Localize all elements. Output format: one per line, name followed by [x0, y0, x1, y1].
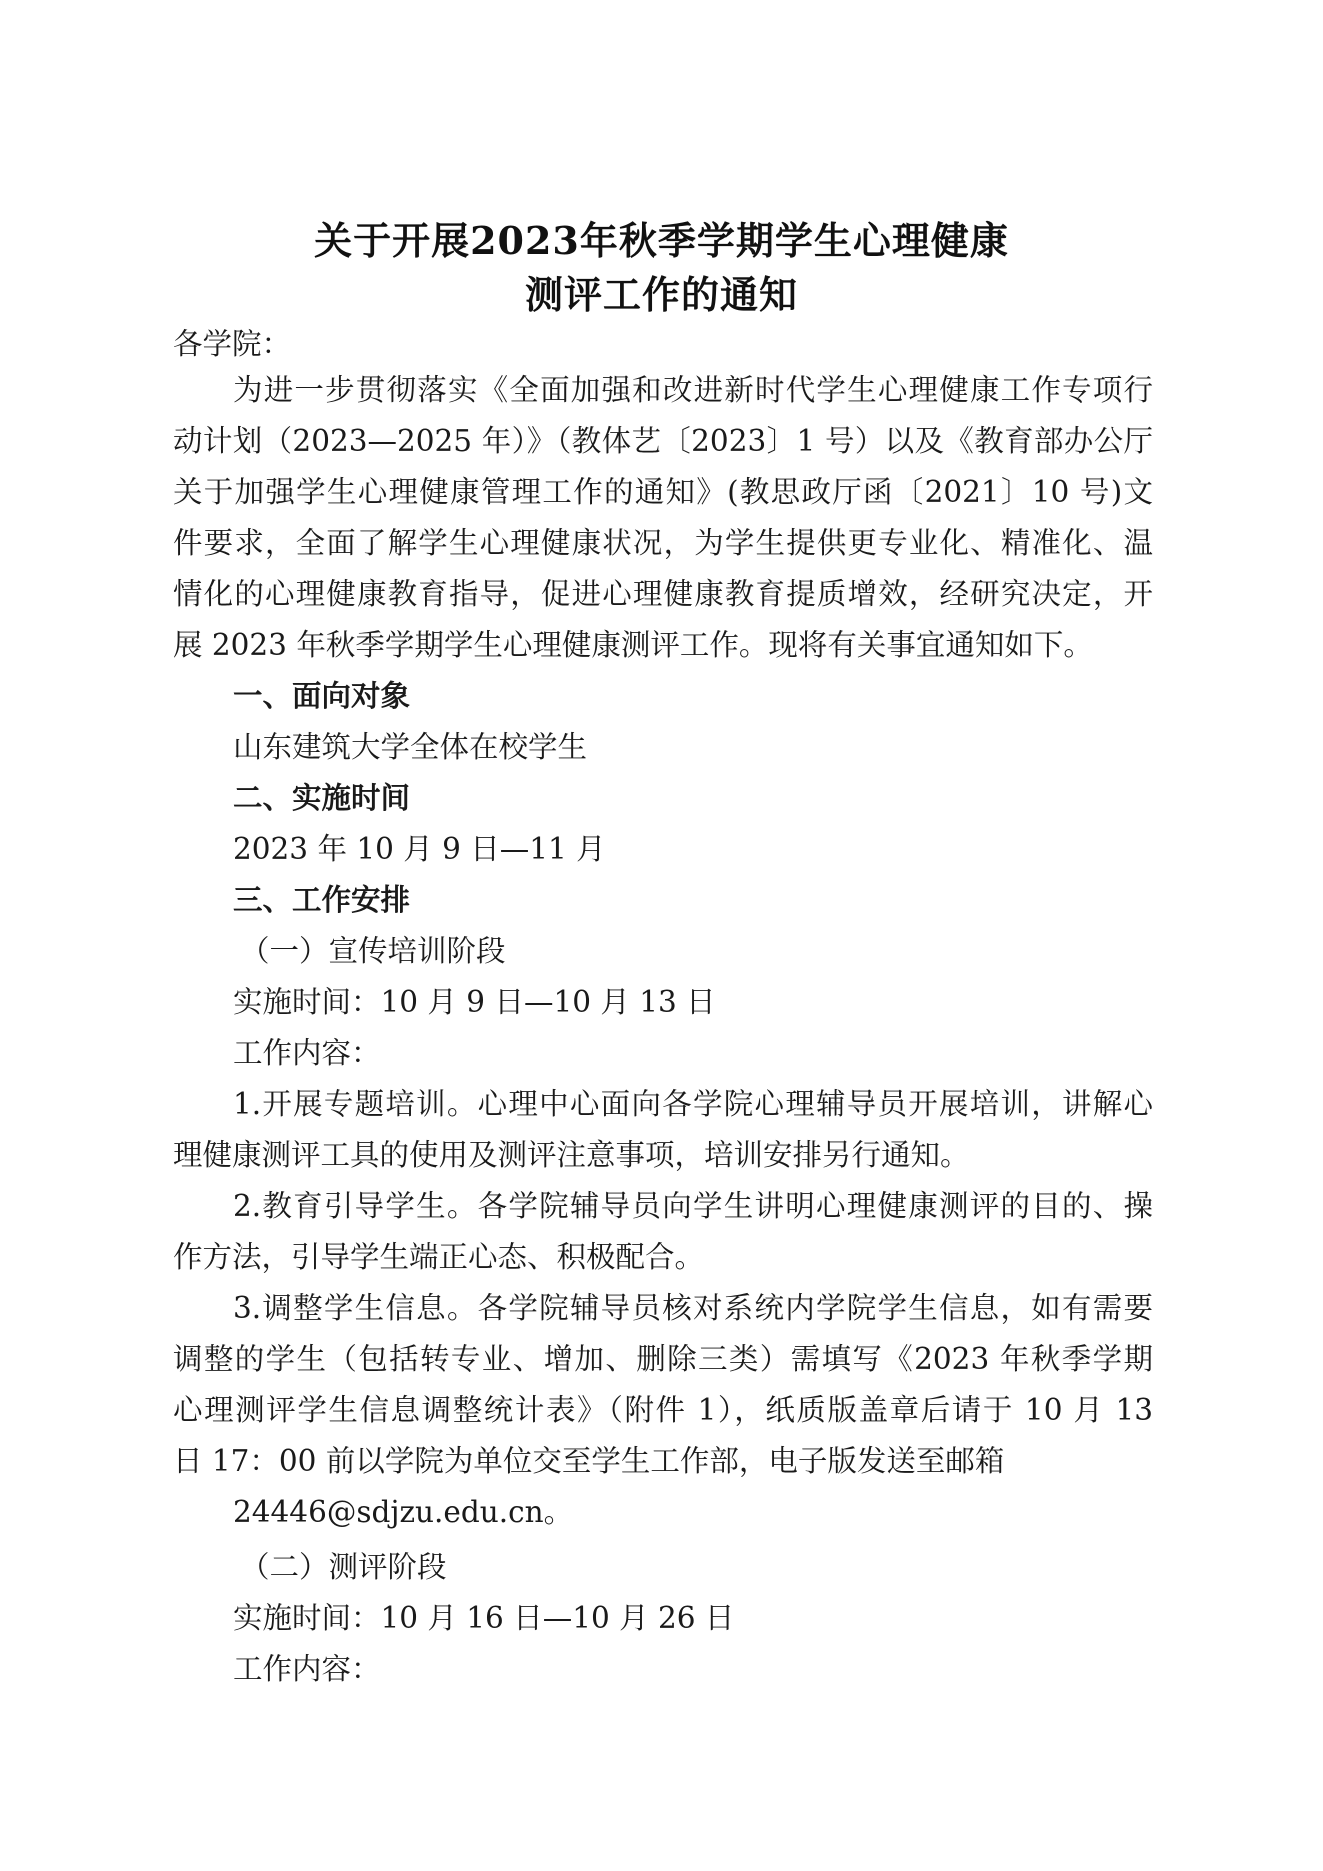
item-line: 作方法，引导学生端正心态、积极配合。	[173, 1240, 705, 1274]
item-line: 日 17：00 前以学院为单位交至学生工作部，电子版发送至邮箱	[173, 1444, 1005, 1478]
intro-line: 关于加强学生心理健康管理工作的通知》(教思政厅函〔2021〕10 号)文	[173, 475, 1153, 509]
section-heading: 一、面向对象	[233, 679, 411, 713]
stage-heading: （二）测评阶段	[240, 1550, 447, 1584]
section-heading: 三、工作安排	[233, 883, 411, 917]
intro-line: 件要求，全面了解学生心理健康状况，为学生提供更专业化、精准化、温	[173, 526, 1153, 560]
item-line: 理健康测评工具的使用及测评注意事项，培训安排另行通知。	[173, 1138, 970, 1172]
stage-time: 实施时间：10 月 16 日—10 月 26 日	[233, 1601, 735, 1635]
stage-heading: （一）宣传培训阶段	[240, 934, 506, 968]
section-heading: 二、实施时间	[233, 781, 411, 815]
intro-line: 动计划（2023—2025 年）》（教体艺〔2023〕1 号）以及《教育部办公厅	[173, 424, 1153, 458]
intro-line: 为进一步贯彻落实《全面加强和改进新时代学生心理健康工作专项行	[233, 373, 1153, 407]
salutation: 各学院：	[173, 327, 292, 361]
document-title-line-1: 关于开展2023年秋季学期学生心理健康	[314, 218, 1009, 263]
stage-time: 实施时间：10 月 9 日—10 月 13 日	[233, 985, 716, 1019]
content-label: 工作内容：	[233, 1652, 381, 1686]
intro-line: 情化的心理健康教育指导，促进心理健康教育提质增效，经研究决定，开	[173, 577, 1153, 611]
document-title-line-2: 测评工作的通知	[524, 272, 798, 317]
item-line: 调整的学生（包括转专业、增加、删除三类）需填写《2023 年秋季学期	[173, 1342, 1153, 1376]
section-text: 山东建筑大学全体在校学生	[233, 730, 588, 764]
intro-line: 展 2023 年秋季学期学生心理健康测评工作。现将有关事宜通知如下。	[173, 628, 1093, 662]
section-text: 2023 年 10 月 9 日—11 月	[233, 832, 606, 866]
item-line: 1.开展专题培训。心理中心面向各学院心理辅导员开展培训，讲解心	[233, 1087, 1153, 1121]
email-line: 24446@sdjzu.edu.cn。	[233, 1495, 574, 1529]
content-label: 工作内容：	[233, 1036, 381, 1070]
item-line: 2.教育引导学生。各学院辅导员向学生讲明心理健康测评的目的、操	[233, 1189, 1153, 1223]
item-line: 心理测评学生信息调整统计表》（附件 1），纸质版盖章后请于 10 月 13	[173, 1393, 1153, 1427]
item-line: 3.调整学生信息。各学院辅导员核对系统内学院学生信息，如有需要	[233, 1291, 1153, 1325]
